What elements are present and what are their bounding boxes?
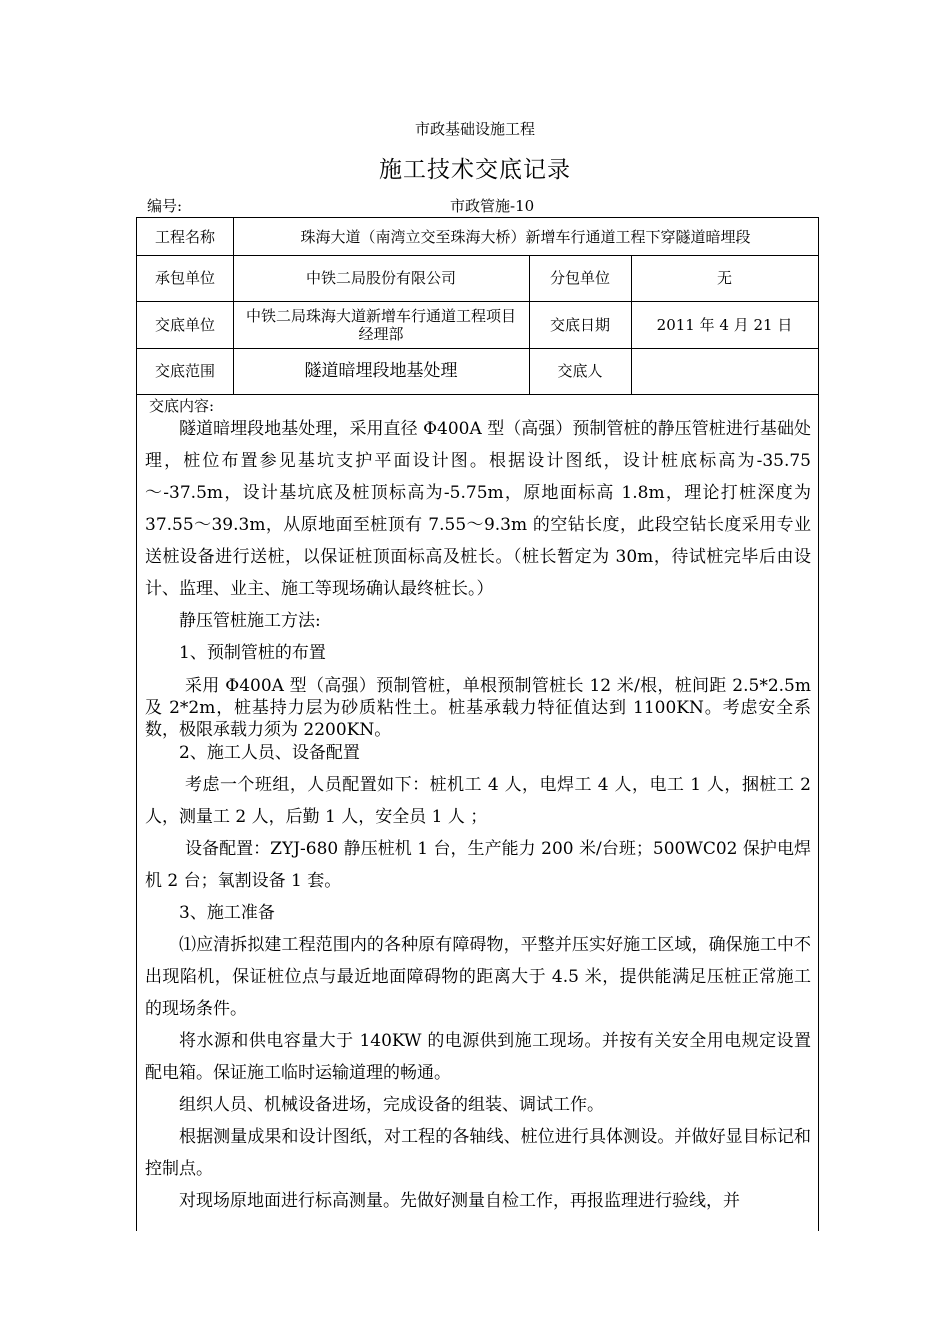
briefing-unit-label: 交底单位 [154,315,215,334]
subcontractor-label: 分包单位 [549,269,610,287]
content-paragraph: 隧道暗埋段地基处理，采用直径 Φ400A 型（高强）预制管桩的静压管桩进行基础处理，桩位布置参见基坑支护平面设计图。根据设计图纸，设计桩底标高为-35.75～-37.5m，设计基坑底及桩顶标高为-5.75m，原地面标高 1.8m，理论打桩深度为 37.55～39.3m，从原地面至桩顶有 7.55～9.3m 的空钻长度，此段空钻长度采用专业送桩设备进行送桩，以保证桩顶面标高及桩长。（桩长暂定为 30m，待试桩完毕后由设计、监理、业主、施工等现场确认最终桩长。） [145,419,811,599]
briefing-unit-value: 中铁二局珠海大道新增车行通道工程项目经理部 [245,306,516,343]
content-paragraph: 根据测量成果和设计图纸，对工程的各轴线、桩位进行具体测设。并做好显目标记和控制点。 [145,1127,811,1179]
briefing-content [145,413,811,1217]
content-paragraph: 设备配置：ZYJ-680 静压桩机 1 台，生产能力 200 米/台班；500WC02 保护电焊机 2 台；氧割设备 1 套。 [145,839,811,891]
briefing-date-value: 2011 年 4 月 21 日 [656,315,793,334]
content-paragraph: 组织人员、机械设备进场，完成设备的组装、调试工作。 [179,1095,604,1115]
record-table [136,217,819,1231]
contractor-value: 中铁二局股份有限公司 [305,269,456,287]
content-heading: 2、施工人员、设备配置 [179,743,360,763]
content-paragraph: 将水源和供电容量大于 140KW 的电源供到施工现场。并按有关安全用电规定设置配电箱。保证施工临时运输道理的畅通。 [145,1031,811,1083]
scope-label: 交底范围 [154,362,215,380]
project-name-value: 珠海大道（南湾立交至珠海大桥）新增车行通道工程下穿隧道暗埋段 [300,227,751,246]
briefer-label: 交底人 [557,362,603,380]
serial-label: 编号: [147,197,183,215]
scope-value: 隧道暗埋段地基处理 [304,361,458,381]
briefing-date-label: 交底日期 [549,315,610,334]
subcontractor-value: 无 [716,269,732,287]
briefer-value [631,348,818,394]
document-title: 施工技术交底记录 [379,157,571,183]
content-heading: 静压管桩施工方法: [179,611,321,631]
contractor-label: 承包单位 [154,269,215,287]
content-paragraph: 考虑一个班组，人员配置如下：桩机工 4 人，电焊工 4 人，电工 1 人，捆桩工 2 人，测量工 2 人，后勤 1 人，安全员 1 人 ； [145,775,811,827]
project-name-label: 工程名称 [154,227,215,246]
content-paragraph: 对现场原地面进行标高测量。先做好测量自检工作，再报监理进行验线，并 [179,1191,740,1211]
content-paragraph: 采用 Φ400A 型（高强）预制管桩，单根预制管桩长 12 米/根，桩间距 2.5*2.5m 及 2*2m，桩基持力层为砂质粘性土。桩基承载力特征值达到 1100KN。考虑安全系数，极限承载力须为 2200KN。 [145,676,811,740]
document-subtitle: 市政基础设施工程 [414,120,535,138]
content-heading: 1、预制管桩的布置 [179,643,326,663]
content-paragraph: ⑴应清拆拟建工程范围内的各种原有障碍物，平整并压实好施工区域，确保施工中不出现陷机，保证桩位点与最近地面障碍物的距离大于 4.5 米，提供能满足压桩正常施工的现场条件。 [145,935,811,1019]
content-label: 交底内容: [149,397,215,415]
content-heading: 3、施工准备 [179,903,275,923]
serial-value: 市政管施-10 [450,197,535,215]
row-divider [137,394,818,395]
